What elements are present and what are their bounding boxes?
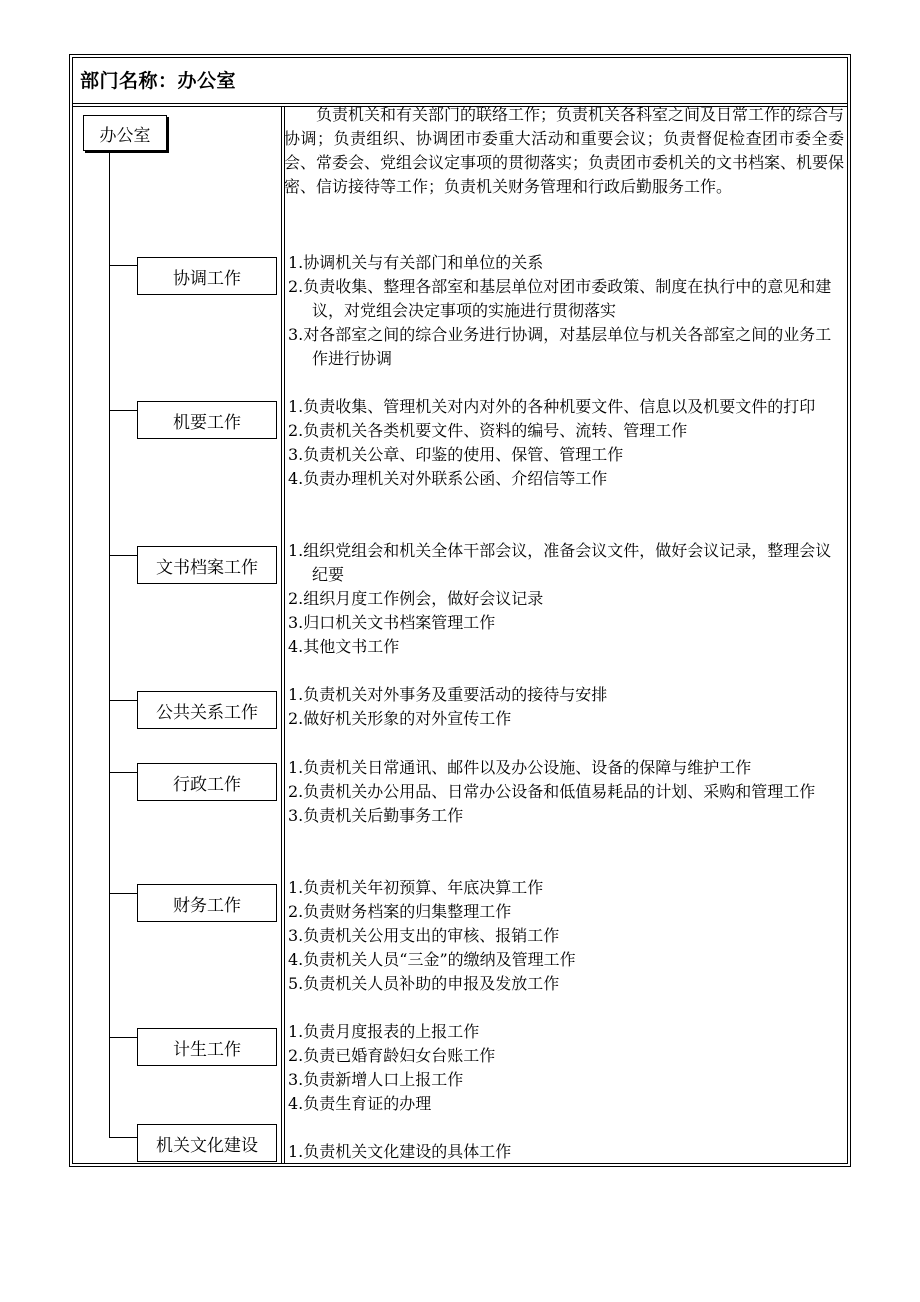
duty-item: 3.负责新增人口上报工作 [288, 1070, 464, 1089]
duty-item: 1.负责机关对外事务及重要活动的接待与安排 [288, 685, 608, 704]
duty-item: 3.负责机关公用支出的审核、报销工作 [288, 926, 560, 945]
duty-item: 2.负责财务档案的归集整理工作 [288, 902, 512, 921]
duty-item: 2.负责机关各类机要文件、资料的编号、流转、管理工作 [288, 421, 688, 440]
duty-item: 2.负责收集、整理各部室和基层单位对团市委政策、制度在执行中的意见和建议，对党组会决定事项的实施进行贯彻落实 [288, 277, 832, 320]
duties-confidential [284, 395, 844, 491]
branch-line-6 [109, 893, 137, 894]
duty-item: 4.负责机关人员“三金”的缴纳及管理工作 [288, 950, 576, 969]
branch-line-1 [109, 265, 137, 266]
org-node-confidential: 机要工作 [137, 401, 277, 439]
branch-line-8 [109, 1137, 137, 1138]
branch-line-3 [109, 555, 137, 556]
duty-item: 1.协调机关与有关部门和单位的关系 [288, 253, 544, 272]
duty-item: 1.负责机关文化建设的具体工作 [288, 1142, 512, 1161]
org-node-culture: 机关文化建设 [137, 1124, 277, 1162]
department-title: 部门名称：办公室 [80, 70, 237, 92]
duty-item: 3.归口机关文书档案管理工作 [288, 613, 496, 632]
duty-item: 2.组织月度工作例会，做好会议记录 [288, 589, 544, 608]
duties-coordination [284, 251, 844, 371]
duty-item: 5.负责机关人员补助的申报及发放工作 [288, 974, 560, 993]
org-root-office: 办公室 [83, 115, 167, 151]
duty-item: 3.对各部室之间的综合业务进行协调，对基层单位与机关各部室之间的业务工作进行协调 [288, 325, 832, 368]
org-node-finance: 财务工作 [137, 884, 277, 922]
duty-item: 2.负责机关办公用品、日常办公设备和低值易耗品的计划、采购和管理工作 [288, 782, 816, 801]
branch-line-2 [109, 410, 137, 411]
duties-archives [284, 539, 844, 659]
duties-administration [284, 756, 844, 828]
org-node-coordination: 协调工作 [137, 257, 277, 295]
duties-culture [284, 1140, 844, 1164]
office-intro-paragraph: 负责机关和有关部门的联络工作；负责机关各科室之间及日常工作的综合与协调；负责组织、协调团市委重大活动和重要会议；负责督促检查团市委全委会、常委会、党组会议定事项的贯彻落实；负责团市委机关的文书档案、机要保密、信访接待等工作；负责机关财务管理和行政后勤服务工作。 [284, 105, 845, 196]
duty-item: 1.负责机关日常通讯、邮件以及办公设施、设备的保障与维护工作 [288, 758, 752, 777]
org-node-administration: 行政工作 [137, 763, 277, 801]
duties-finance [284, 876, 844, 996]
branch-line-7 [109, 1037, 137, 1038]
duty-item: 1.组织党组会和机关全体干部会议，准备会议文件，做好会议记录，整理会议纪要 [288, 541, 832, 584]
org-node-public-relations: 公共关系工作 [137, 691, 277, 729]
org-node-family-planning: 计生工作 [137, 1028, 277, 1066]
branch-line-4 [109, 700, 137, 701]
duty-item: 4.负责生育证的办理 [288, 1094, 432, 1113]
org-tree-spine [109, 151, 110, 1138]
branch-line-5 [109, 772, 137, 773]
duty-item: 1.负责机关年初预算、年底决算工作 [288, 878, 544, 897]
duty-item: 4.其他文书工作 [288, 637, 400, 656]
column-divider [281, 107, 282, 1163]
duty-item: 2.负责已婚育龄妇女台账工作 [288, 1046, 496, 1065]
duties-public-relations [284, 683, 844, 731]
duty-item: 1.负责月度报表的上报工作 [288, 1022, 480, 1041]
duty-item: 2.做好机关形象的对外宣传工作 [288, 709, 512, 728]
duty-item: 4.负责办理机关对外联系公函、介绍信等工作 [288, 469, 608, 488]
duties-family-planning [284, 1020, 844, 1116]
duty-item: 3.负责机关公章、印鉴的使用、保管、管理工作 [288, 445, 624, 464]
org-node-archives: 文书档案工作 [137, 546, 277, 584]
duty-item: 3.负责机关后勤事务工作 [288, 806, 464, 825]
duty-item: 1.负责收集、管理机关对内对外的各种机要文件、信息以及机要文件的打印 [288, 397, 816, 416]
